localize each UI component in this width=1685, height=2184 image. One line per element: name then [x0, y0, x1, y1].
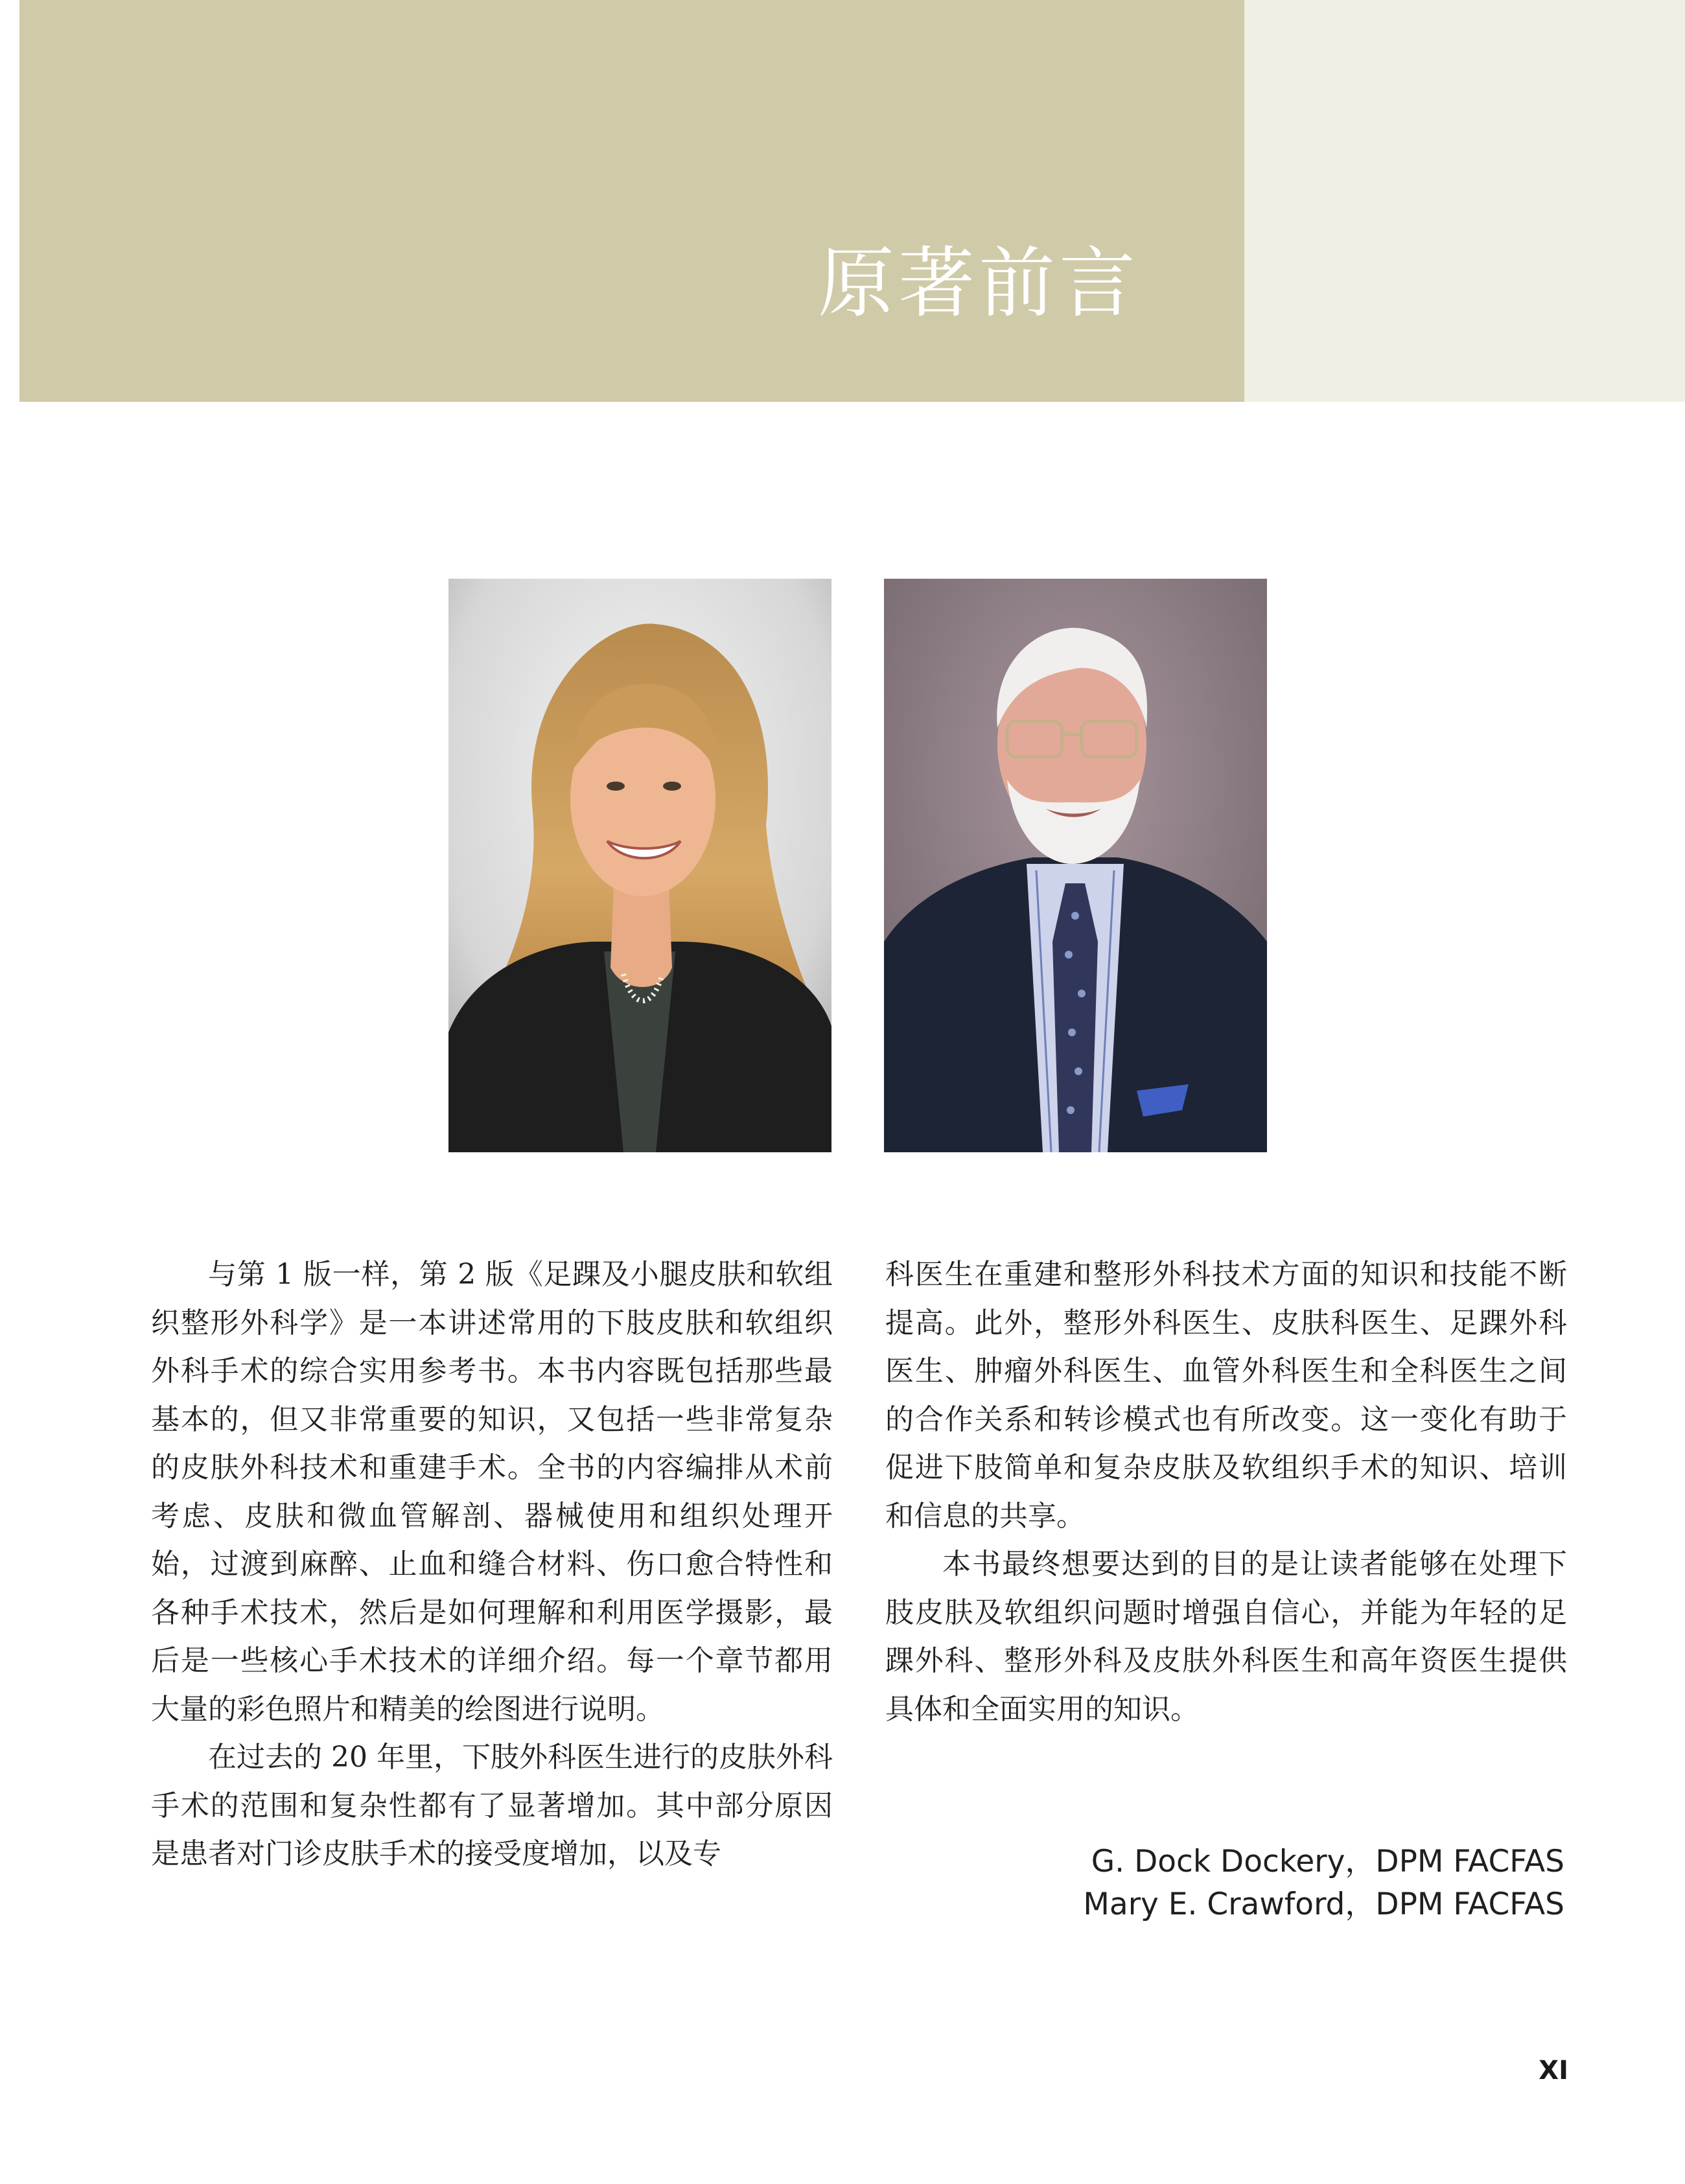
- portrait-woman-image: [448, 579, 831, 1152]
- portrait-woman: [448, 579, 831, 1152]
- signature-author: Mary E. Crawford，DPM FACFAS: [1083, 1887, 1564, 1922]
- portrait-man: [884, 579, 1267, 1152]
- body-paragraph: 本书最终想要达到的目的是让读者能够在处理下肢皮肤及软组织问题时增强自信心，并能为年轻的足踝外科、整形外科及皮肤外科医生和高年资医生提供具体和全面实用的知识。: [885, 1548, 1567, 1726]
- signature-block: [916, 1841, 1564, 1926]
- portrait-man-image: [884, 579, 1267, 1152]
- header-band: [19, 0, 1244, 402]
- page-title: 原著前言: [818, 238, 1140, 328]
- body-text-left-column: [151, 1251, 833, 1879]
- body-text-right-column: [885, 1251, 1567, 1734]
- body-paragraph: 科医生在重建和整形外科技术方面的知识和技能不断提高。此外，整形外科医生、皮肤科医生、足踝外科医生、肿瘤外科医生、血管外科医生和全科医生之间的合作关系和转诊模式也有所改变。这一变化有助于促进下肢简单和复杂皮肤及软组织手术的知识、培训和信息的共享。: [885, 1258, 1567, 1533]
- body-paragraph: 与第 1 版一样，第 2 版《足踝及小腿皮肤和软组织整形外科学》是一本讲述常用的下肢皮肤和软组织外科手术的综合实用参考书。本书内容既包括那些最基本的，但又非常重要的知识，又包括一些非常复杂的皮肤外科技术和重建手术。全书的内容编排从术前考虑、皮肤和微血管解剖、器械使用和组织处理开始，过渡到麻醉、止血和缝合材料、伤口愈合特性和各种手术技术，然后是如何理解和利用医学摄影，最后是一些核心手术技术的详细介绍。每一个章节都用大量的彩色照片和精美的绘图进行说明。: [151, 1258, 833, 1726]
- header-side-band: [1244, 0, 1685, 402]
- body-paragraph: 在过去的 20 年里，下肢外科医生进行的皮肤外科手术的范围和复杂性都有了显著增加。其中部分原因是患者对门诊皮肤手术的接受度增加，以及专: [151, 1741, 833, 1870]
- page-number: XI: [1539, 2056, 1568, 2085]
- signature-author: G. Dock Dockery，DPM FACFAS: [1091, 1844, 1564, 1879]
